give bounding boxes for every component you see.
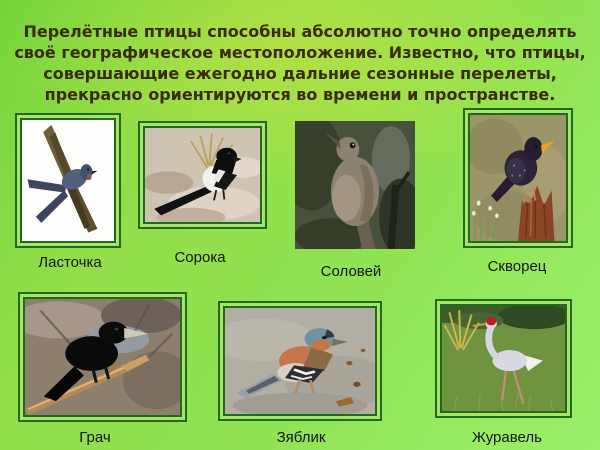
rook-photo-frame [18, 292, 187, 422]
chaffinch-label: Зяблик [276, 429, 326, 446]
magpie-photo-frame [138, 121, 267, 229]
nightingale-label: Соловей [320, 263, 382, 280]
rook-photo [23, 297, 182, 417]
crane-photo [440, 304, 567, 413]
crane-illustration [442, 306, 565, 411]
chaffinch-illustration [225, 308, 375, 414]
magpie-label: Сорока [174, 249, 226, 266]
starling-photo-frame [463, 108, 573, 248]
chaffinch-photo [223, 306, 377, 416]
starling-label: Скворец [487, 258, 547, 275]
title-line-1: Перелётные птицы способны абсолютно точно определять [23, 22, 577, 41]
rook-illustration [25, 299, 180, 415]
crane-label: Журавель [472, 429, 542, 446]
swallow-photo-frame [15, 113, 121, 248]
title-line-3: совершающие ежегодно дальние сезонные перелеты, [43, 64, 557, 83]
swallow-photo [20, 118, 116, 243]
title-line-4: прекрасно ориентируются во времени и пространстве. [44, 85, 556, 104]
magpie-photo [143, 126, 262, 224]
swallow-illustration [22, 120, 114, 241]
starling-photo [468, 113, 568, 243]
slide-title [0, 21, 600, 105]
chaffinch-photo-frame [218, 301, 382, 421]
swallow-label: Ласточка [38, 254, 102, 271]
nightingale-illustration [295, 121, 415, 249]
title-line-2: своё географическое местоположение. Известно, что птицы, [14, 43, 586, 62]
magpie-illustration [145, 128, 260, 222]
starling-illustration [470, 115, 566, 241]
rook-label: Грач [79, 429, 111, 446]
crane-photo-frame [435, 299, 572, 418]
nightingale-photo [295, 121, 415, 249]
